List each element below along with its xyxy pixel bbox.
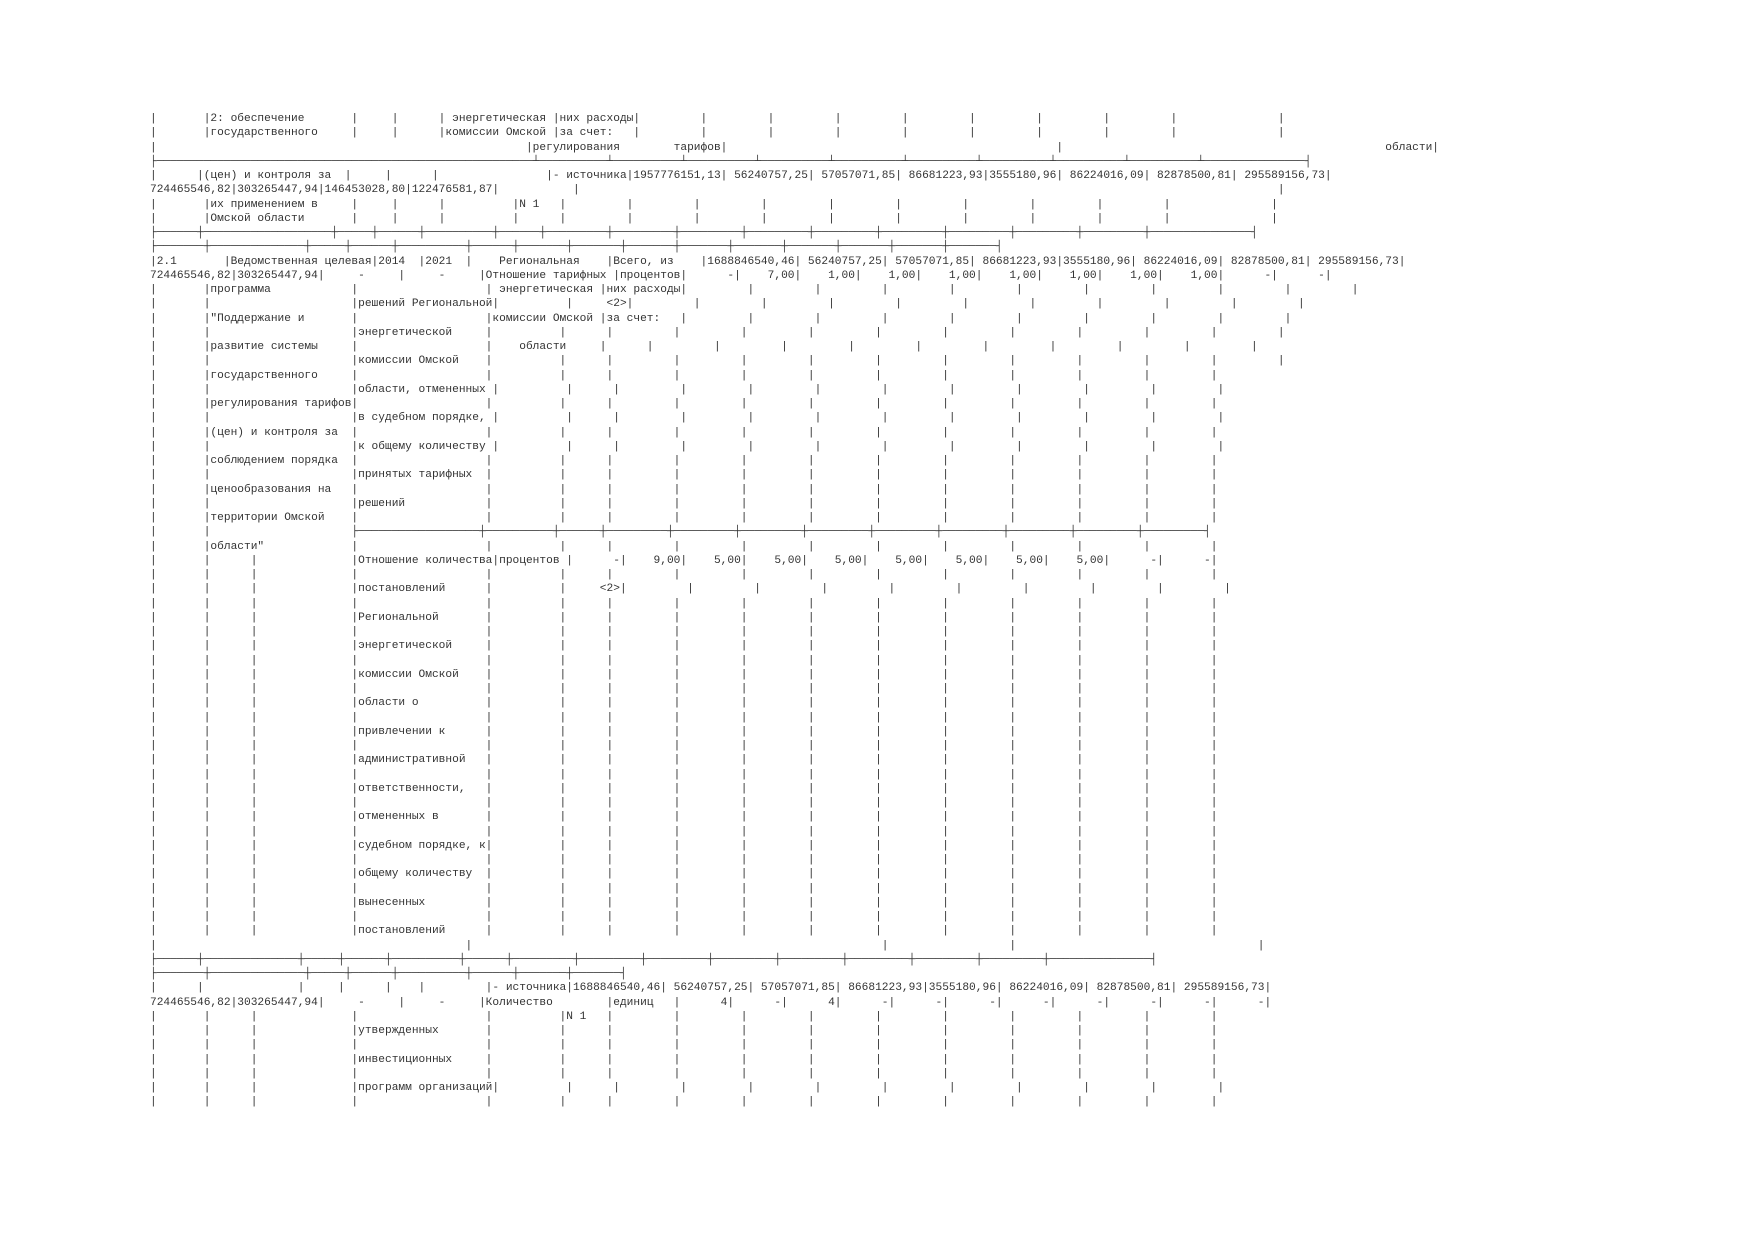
text-line: | | |решений | | | | | | | | | | | | [150,497,1218,510]
text-line: | |Омской области | | | | | | | | | | | | | | | [150,212,1278,225]
text-line: | | | | | | | | | | | | | | | | [150,740,1218,752]
text-line: | | | | | | | | | | | | | | | | [150,1067,1218,1080]
text-line: | | | | | |N 1 | | | | | | | | | | [150,1010,1218,1023]
text-line: 724465546,82|303265447,94| - | - |Отношение тарифных |процентов| -| 7,00| 1,00| 1,00| 1,00| 1,00| 1,00| 1,00| 1,00| -| -| [150,269,1332,282]
text-line: | | |решений Региональной| | <2>| | | | | | | | | | | [150,298,1305,311]
text-line: | |соблюдением порядка | | | | | | | | | | | | | [150,455,1218,467]
text-line: | | | | | | | | | | | | | | | | [150,626,1218,638]
text-line: | | | |энергетической | | | | | | | | | | | | [150,640,1218,653]
text-line: | | | | | | | | | | | | | | | | [150,683,1218,695]
text-line: | | | |постановлений | | <2>| | | | | | | | | | [150,583,1231,596]
text-line: | |области" | | | | | | | | | | | | | [150,540,1218,553]
text-line: 724465546,82|303265447,94|146453028,80|122476581,87| | | [150,184,1285,197]
text-line: | |государственного | | |комиссии Омской |за счет: | | | | | | | | | | [150,127,1285,140]
text-line: | |государственного | | | | | | | | | | | | | [150,369,1218,382]
text-line: | | |области, отмененных | | | | | | | | | | | | [150,383,1225,396]
text-line: ├──────┼──────────────┼─────┼──────┼──────────┼──────┼─────────┼─────────┼─────────┼─────────┼─────────┼─────────┼─────────┼─────────┼───────────────┤ [150,953,1158,966]
text-line: | | | | | | | | | | | | | | | | [150,654,1218,667]
text-line: | |(цен) и контроля за | | | | | | | | | | | | | [150,426,1218,439]
text-line: | |(цен) и контроля за | | | |- источника|1957776151,13| 56240757,25| 57057071,85| 86681223,93|3555180,96| 86224016,09| 82878500,81| 295589156,73| [150,170,1332,182]
text-line: 724465546,82|303265447,94| - | - |Количество |единиц | 4| -| 4| -| -| -| -| -| -| -| -| [150,996,1272,1009]
text-line: | | | |привлечении к | | | | | | | | | | | | [150,725,1218,738]
text-line: | | ├──────────────────┼──────────┼──────┼─────────┼─────────┼─────────┼─────────┼─────────┼─────────┼─────────┼─────────┼─────────┤ [150,526,1211,539]
text-line: | | | |отмененных в | | | | | | | | | | | | [150,811,1218,824]
text-line: | | |энергетической | | | | | | | | | | | | | [150,326,1285,339]
text-line: | | | | | | | | | | | | | | | | [150,882,1218,895]
text-line: | | | | | | | | | | | | | | | | [150,911,1218,923]
text-line: | | | | | | | | | | | | | | | | [150,597,1218,610]
text-line: | |развитие системы | | области | | | | | | | | | | | [150,341,1258,353]
text-line: | |регулирования тарифов| | области| [150,141,1440,154]
text-line: ├──────┼───────────────────┼─────┼──────┼──────────┼──────┼─────────┼─────────┼─────────┼─────────┼─────────┼─────────┼─────────┼─────────┼─────────┼───────────────┤ [150,227,1258,239]
text-line: | | |комиссии Омской | | | | | | | | | | | | | [150,355,1285,368]
text-line: | | | | | | | | | | | | | | | | [150,797,1218,809]
text-line: ├────────────────────────────────────────────────────────┴──────────┴──────────┴──────────┴──────────┴──────────┴──────────┴──────────┴──────────┴──────────┴───────────────┤ [150,155,1312,168]
text-line: | | | | | | | | | | | | | | | | [150,569,1218,581]
text-line: | | |принятых тарифных | | | | | | | | | | | | [150,469,1218,482]
text-line: | | | | | | |- источника|1688846540,46| 56240757,25| 57057071,85| 86681223,93|3555180,96| 86224016,09| 82878500,81| 295589156,73| [150,982,1272,995]
text-line: ├───────┼──────────────┼─────┼──────┼──────────┼──────┼───────┼───────┼───────┼───────┼───────┼───────┼───────┼───────┼───────┤ [150,241,1003,254]
text-line: | | | |судебном порядке, к| | | | | | | | | | | | [150,839,1218,852]
text-line: | | | |области о | | | | | | | | | | | | [150,697,1218,710]
text-line: | | |в судебном порядке, | | | | | | | | | | | | [150,412,1225,425]
text-line: | | | |Отношение количества|процентов | -| 9,00| 5,00| 5,00| 5,00| 5,00| 5,00| 5,00| 5,00| -| -| [150,554,1218,567]
text-line: | | | |ответственности, | | | | | | | | | | | | [150,782,1218,795]
text-line: | | | |общему количеству | | | | | | | | | | | | [150,868,1218,881]
text-line: | | | |инвестиционных | | | | | | | | | | | | [150,1053,1218,1066]
text-line: | | | |Региональной | | | | | | | | | | | | [150,611,1218,624]
text-line: | | | | | | | | | | | | | | | | [150,768,1218,781]
text-line: | |территории Омской | | | | | | | | | | | | | [150,512,1218,524]
text-line: | | |к общему количеству | | | | | | | | | | | | [150,440,1225,453]
text-line: | |регулирования тарифов| | | | | | | | | | | | | [150,398,1218,410]
text-line: | | | | | | | | | | | | | | | | [150,825,1218,838]
text-line: ├───────┼──────────────┼─────┼──────┼──────────┼──────┼───────┼───────┤ [150,968,627,980]
text-line: | | | | | [150,939,1265,952]
text-line: |2.1 |Ведомственная целевая|2014 |2021 | Региональная |Всего, из |1688846540,46| 56240757,25| 57057071,85| 86681223,93|3555180,96| 86224016,09| 82878500,81| 295589156,73| [150,255,1406,268]
text-line: | | | |комиссии Омской | | | | | | | | | | | | [150,668,1218,681]
text-line: | |ценообразования на | | | | | | | | | | | | | [150,483,1218,496]
text-line: | | | |утвержденных | | | | | | | | | | | | [150,1025,1218,1037]
text-line: | | | | | | | | | | | | | | | | [150,1096,1218,1109]
text-line: | | | | | | | | | | | | | | | | [150,854,1218,866]
text-line: | | | | | | | | | | | | | | | | [150,711,1218,724]
text-line: | |2: обеспечение | | | энергетическая |них расходы| | | | | | | | | | [150,113,1285,125]
text-line: | | | |административной | | | | | | | | | | | | [150,754,1218,767]
text-line: | | | |программ организаций| | | | | | | | | | | | [150,1082,1225,1094]
text-line: | | | |вынесенных | | | | | | | | | | | | [150,896,1218,909]
text-line: | |их применением в | | | |N 1 | | | | | | | | | | | [150,198,1278,211]
text-line: | |"Поддержание и | |комиссии Омской |за счет: | | | | | | | | | | [150,312,1292,325]
text-line: | | | | | | | | | | | | | | | | [150,1039,1218,1052]
text-line: | | | |постановлений | | | | | | | | | | | | [150,925,1218,938]
text-line: | |программа | | энергетическая |них расходы| | | | | | | | | | | [150,284,1359,296]
